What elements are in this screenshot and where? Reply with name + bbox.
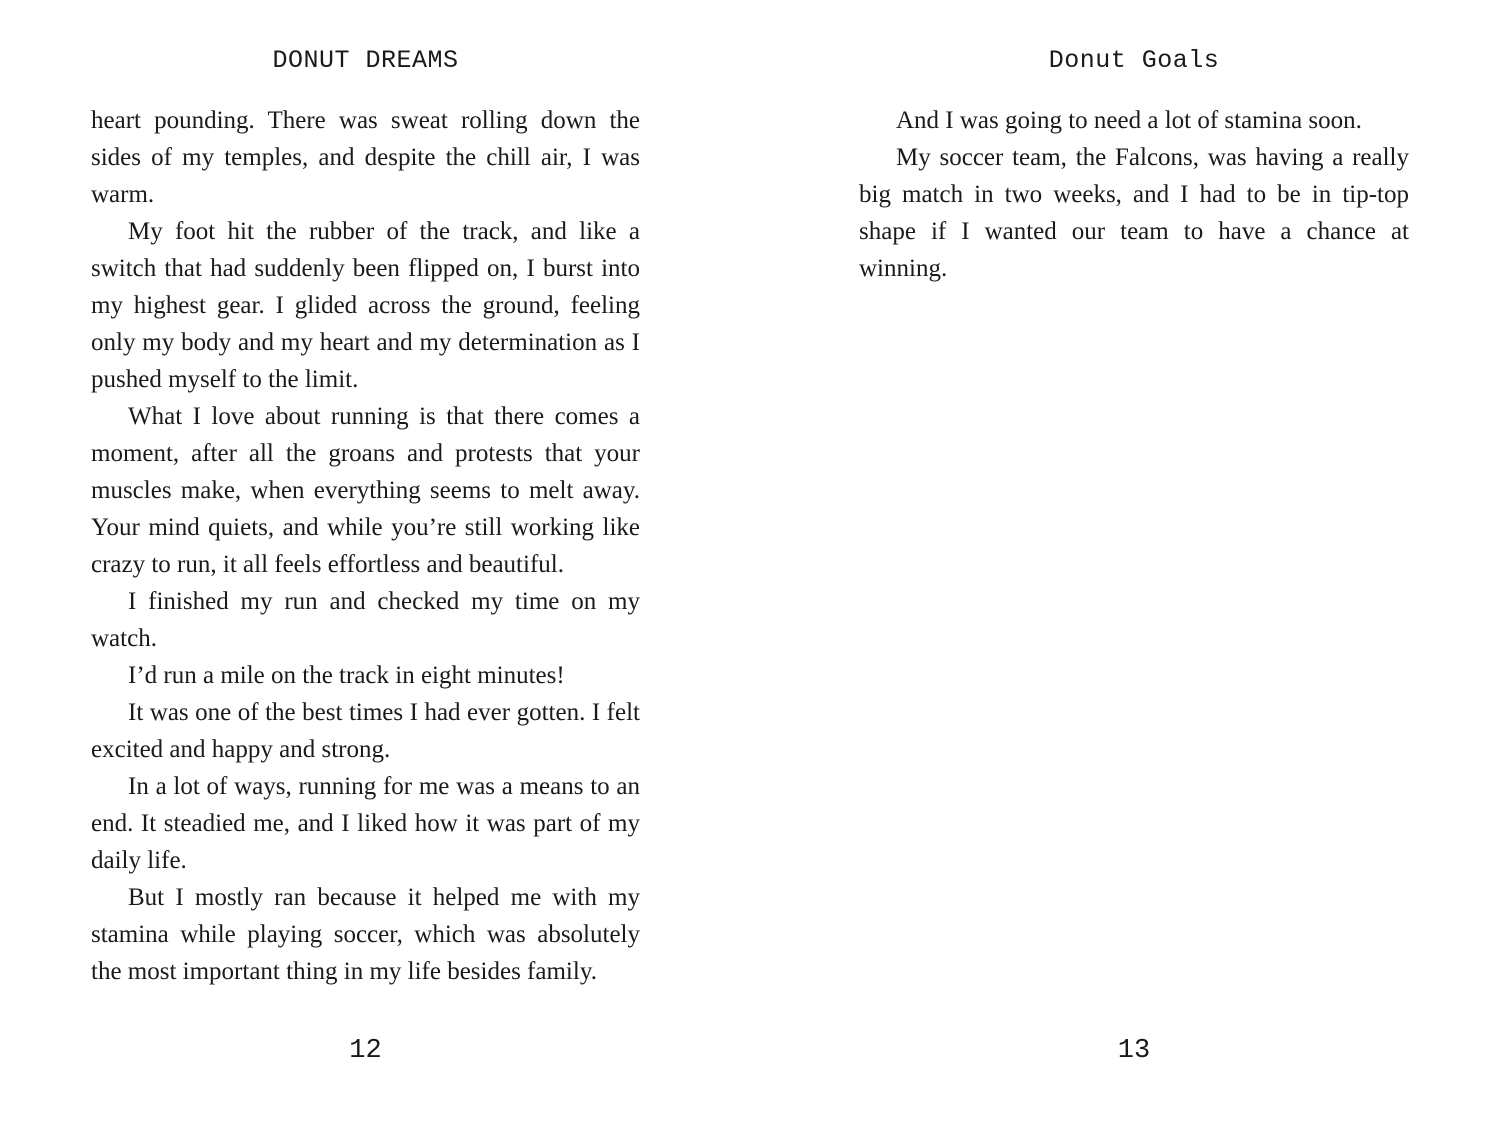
paragraph: What I love about running is that there comes a moment, after all the groans and protests that your muscles make, when everything seems to melt away. Your mind quiets, and while you’re still working like crazy to run, it all feels effortless and beautiful. — [91, 403, 640, 578]
left-page — [91, 0, 640, 1125]
right-page — [859, 0, 1409, 1125]
paragraph: And I was going to need a lot of stamina soon. — [896, 107, 1362, 134]
body-text — [859, 102, 1409, 287]
paragraph: I finished my run and checked my time on my watch. — [91, 588, 640, 652]
paragraph: I’d run a mile on the track in eight minutes! — [128, 662, 565, 689]
body-text — [91, 102, 640, 990]
paragraph: My soccer team, the Falcons, was having a really big match in two weeks, and I had to be in tip-top shape if I wanted our team to have a chance at winning. — [859, 144, 1409, 282]
running-head: DONUT DREAMS — [272, 46, 459, 75]
page-number: 13 — [1117, 1036, 1151, 1066]
paragraph: My foot hit the rubber of the track, and like a switch that had suddenly been flipped on, I burst into my highest gear. I glided across the ground, feeling only my body and my heart and my determination as I pushed myself to the limit. — [91, 218, 640, 393]
paragraph: In a lot of ways, running for me was a means to an end. It steadied me, and I liked how it was part of my daily life. — [91, 773, 640, 874]
paragraph: It was one of the best times I had ever gotten. I felt excited and happy and strong. — [91, 699, 640, 763]
paragraph: But I mostly ran because it helped me with my stamina while playing soccer, which was absolutely the most important thing in my life besides family. — [91, 884, 640, 985]
running-head: Donut Goals — [1048, 46, 1220, 75]
page-number: 12 — [349, 1036, 382, 1066]
paragraph: heart pounding. There was sweat rolling down the sides of my temples, and despite the chill air, I was warm. — [91, 107, 640, 208]
